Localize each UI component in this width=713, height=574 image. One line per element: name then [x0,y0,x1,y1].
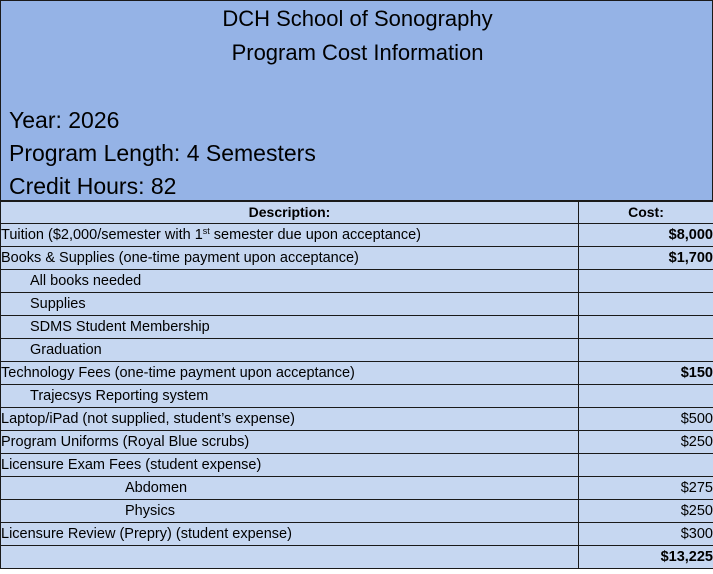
table-row-tuition [1,224,713,247]
table-row [1,270,713,293]
row-cost: $8,000 [579,224,713,247]
row-cost [579,385,713,408]
row-cost [579,339,713,362]
column-header-cost: Cost: [579,202,713,224]
table-row [1,362,713,385]
table-row [1,431,713,454]
row-cost: $150 [579,362,713,385]
cost-table [0,201,713,569]
table-row [1,500,713,523]
table-header-row [1,202,713,224]
row-description: SDMS Student Membership [1,316,579,339]
row-description: Books & Supplies (one-time payment upon acceptance) [1,247,579,270]
header-panel [0,0,713,201]
row-cost: $250 [579,431,713,454]
row-description: Technology Fees (one-time payment upon acceptance) [1,362,579,385]
row-description: Supplies [1,293,579,316]
document-title: Program Cost Information [231,40,484,65]
row-description: Abdomen [1,477,579,500]
tuition-text-after: semester due upon acceptance) [209,227,421,243]
row-cost [579,293,713,316]
row-description: All books needed [1,270,579,293]
table-row [1,339,713,362]
year-label: Year: 2026 [9,107,120,133]
row-cost: $275 [579,477,713,500]
row-cost: $300 [579,523,713,546]
row-description [1,224,579,247]
row-description: Trajecsys Reporting system [1,385,579,408]
school-title: DCH School of Sonography [222,6,493,31]
table-row [1,477,713,500]
table-row [1,523,713,546]
table-row-total [1,546,713,569]
table-row [1,454,713,477]
table-row [1,247,713,270]
table-row [1,408,713,431]
table-row [1,385,713,408]
row-cost: $500 [579,408,713,431]
row-cost [579,316,713,339]
table-row [1,316,713,339]
row-description: Licensure Exam Fees (student expense) [1,454,579,477]
row-description: Physics [1,500,579,523]
row-cost [579,270,713,293]
total-cost: $13,225 [579,546,713,569]
table-row [1,293,713,316]
row-description: Graduation [1,339,579,362]
program-length-label: Program Length: 4 Semesters [9,140,316,166]
row-cost: $250 [579,500,713,523]
column-header-description: Description: [1,202,579,224]
total-description-cell [1,546,579,569]
row-description: Licensure Review (Prepry) (student expense) [1,523,579,546]
row-cost [579,454,713,477]
credit-hours-label: Credit Hours: 82 [9,173,177,199]
row-description: Laptop/iPad (not supplied, student’s expense) [1,408,579,431]
tuition-text-before: Tuition ($2,000/semester with 1 [1,227,203,243]
tuition-superscript: st [202,226,210,236]
row-cost: $1,700 [579,247,713,270]
row-description: Program Uniforms (Royal Blue scrubs) [1,431,579,454]
